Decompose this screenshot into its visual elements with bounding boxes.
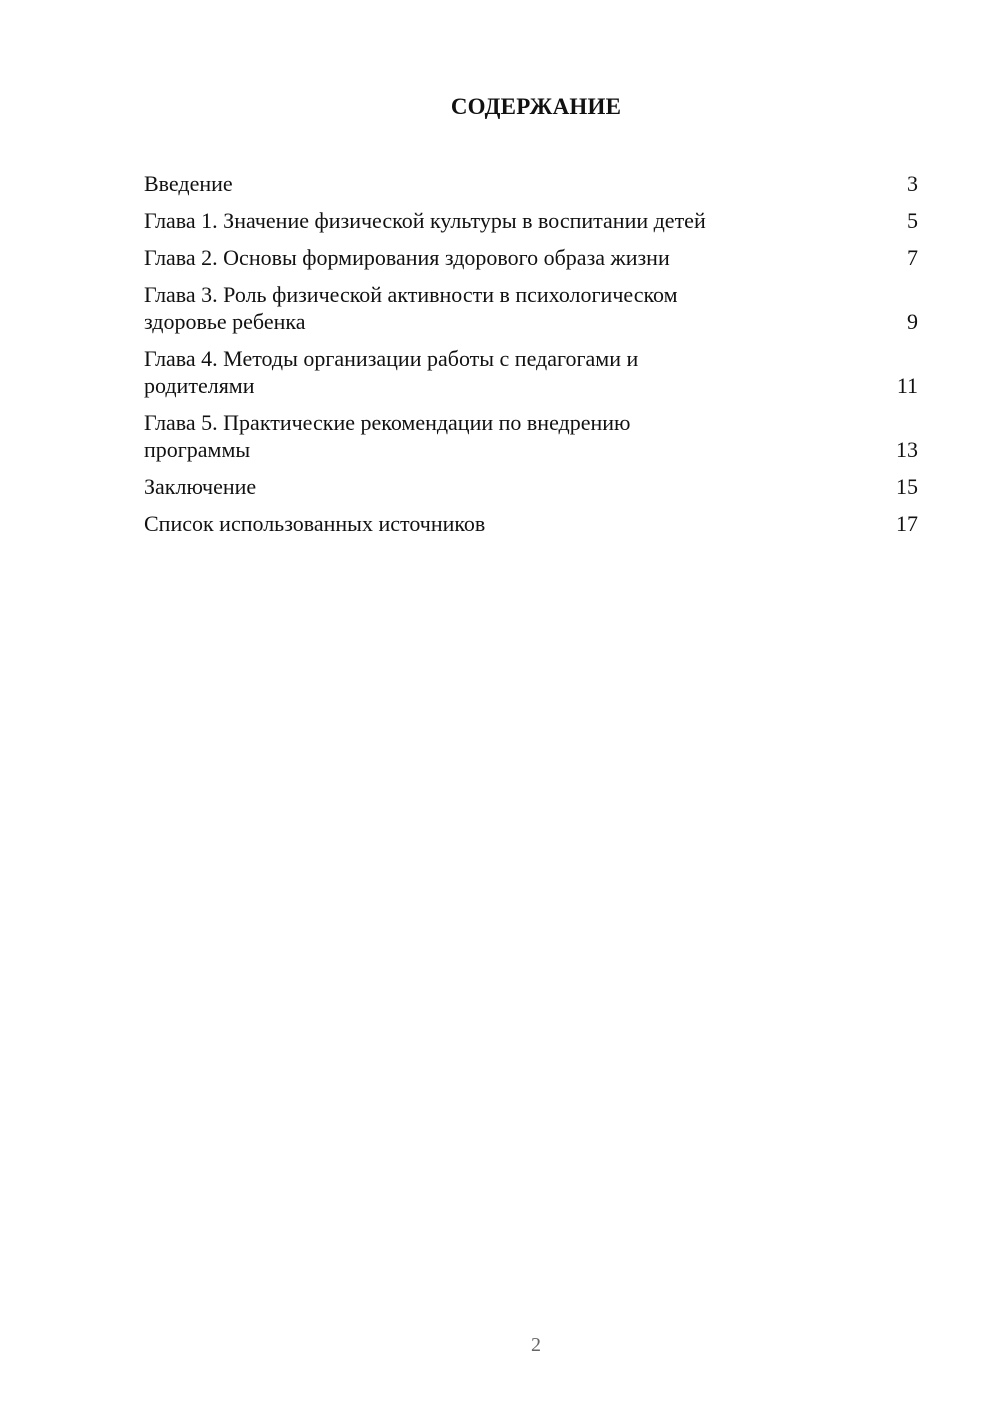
toc-entry-text: Глава 4. Методы организации работы с педагогами и родителями	[144, 346, 639, 398]
table-of-contents	[144, 170, 918, 547]
toc-entry-page: 13	[896, 437, 918, 462]
page-title: СОДЕРЖАНИЕ	[450, 94, 622, 119]
toc-entry-page: 5	[907, 208, 918, 233]
toc-entry-page: 17	[896, 511, 918, 536]
toc-entry-page: 11	[896, 373, 918, 398]
toc-entry-page: 3	[907, 171, 918, 196]
toc-entry-page: 15	[896, 474, 918, 499]
toc-entry	[144, 345, 918, 399]
toc-entry-text: Заключение	[144, 474, 257, 499]
toc-entry-text: Глава 3. Роль физической активности в психологическом здоровье ребенка	[144, 282, 678, 334]
toc-entry	[144, 473, 918, 500]
toc-entry	[144, 510, 918, 537]
toc-entry-page: 9	[907, 309, 918, 334]
toc-entry-page: 7	[907, 245, 918, 270]
toc-entry	[144, 170, 918, 197]
toc-entry-text: Список использованных источников	[144, 511, 486, 536]
toc-entry-text: Введение	[144, 171, 233, 196]
page-number: 2	[531, 1334, 541, 1356]
toc-entry	[144, 409, 918, 463]
toc-entry	[144, 244, 918, 271]
toc-entry-text: Глава 2. Основы формирования здорового образа жизни	[144, 245, 670, 270]
toc-entry	[144, 281, 918, 335]
toc-entry-text: Глава 1. Значение физической культуры в воспитании детей	[144, 208, 706, 233]
toc-entry	[144, 207, 918, 234]
toc-entry-text: Глава 5. Практические рекомендации по внедрению программы	[144, 410, 631, 462]
